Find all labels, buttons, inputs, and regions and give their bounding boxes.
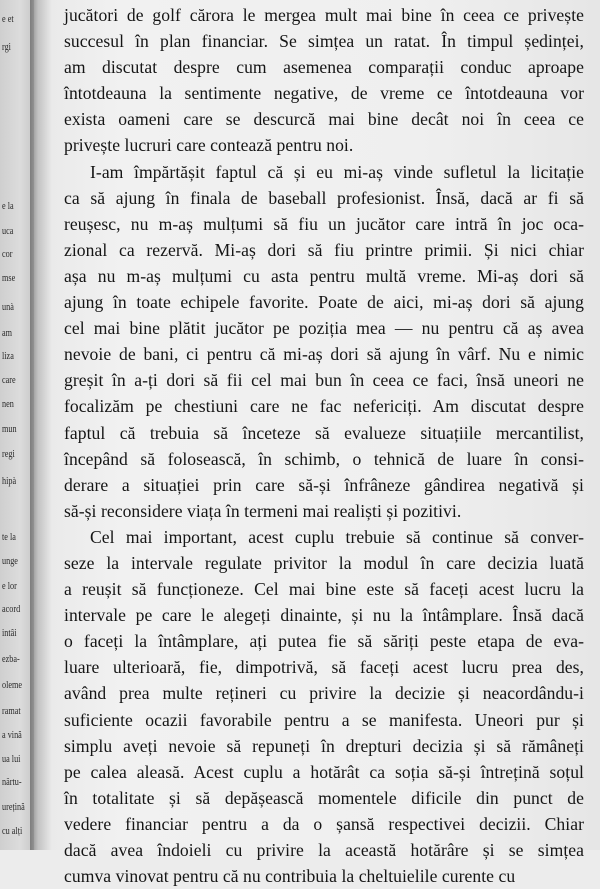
facing-page-fragment: cor bbox=[2, 249, 13, 260]
text-line: succesul în plan financiar. Se simțea un ratat. În timpul ședinței, bbox=[64, 31, 584, 52]
facing-page-fragment: ramat bbox=[2, 706, 21, 717]
facing-page-fragment: rgi bbox=[2, 42, 11, 53]
text-line: luare ulterioară, fie, dimpotrivă, să faceți acest lucru prea des, bbox=[64, 657, 584, 678]
text-line: cel mai bine plătit jucător pe poziția mea — nu pentru că aș avea bbox=[64, 318, 584, 339]
text-line: întotdeauna la sentimente negative, de vreme ce întotdeauna vor bbox=[64, 83, 584, 104]
facing-page-edge bbox=[0, 0, 34, 850]
facing-page-fragment: cu alți bbox=[2, 826, 23, 837]
text-line: zional ca rezervă. Mi-aș dori să fiu printre primii. Și nici chiar bbox=[64, 239, 584, 260]
text-line: nevoie de bani, ci pentru că mi-aș dori să ajung în vârf. Nu e nimic bbox=[64, 344, 584, 365]
text-line: privește lucruri care contează pentru noi. bbox=[64, 135, 354, 156]
facing-page-fragment: urețină bbox=[2, 802, 25, 813]
facing-page-fragment: närtu- bbox=[2, 777, 22, 788]
text-line: Cel mai important, acest cuplu trebuie să continue să conver- bbox=[90, 526, 584, 547]
text-line: începând să folosească, în schimb, o tehnică de luare în consi- bbox=[64, 448, 584, 469]
text-line: exista oameni care se descurcă mai bine decât noi în ceea ce bbox=[64, 109, 584, 130]
facing-page-fragment: mse bbox=[2, 273, 16, 284]
facing-page-fragment: e lor bbox=[2, 581, 17, 592]
facing-page-fragment: am bbox=[2, 328, 13, 339]
facing-page-fragment: hipà bbox=[2, 476, 17, 487]
text-line: reușesc, nu m-aș mulțumi să fiu un jucător care intră în joc oca- bbox=[64, 213, 584, 234]
paragraph bbox=[64, 524, 584, 889]
text-line: seze la intervale regulate privitor la modul în care decizia luată bbox=[64, 552, 584, 573]
facing-page-fragment: mun bbox=[2, 424, 17, 435]
facing-page-fragment: oleme bbox=[2, 680, 23, 691]
text-line: a reușit să funcționeze. Cel mai bine este să faceți acest lucru la bbox=[64, 579, 584, 600]
facing-page-fragment: unà bbox=[2, 302, 14, 313]
facing-page-fragment: liza bbox=[2, 351, 14, 362]
text-line: simplu aveți nevoie să repuneți în drepturi decizia și să rămâneți bbox=[64, 735, 584, 756]
facing-page-fragment: care bbox=[2, 375, 16, 386]
text-line: să-și reconsidere viața în termeni mai realiști și pozitivi. bbox=[64, 500, 462, 521]
text-line: o faceți la întâmplare, ați putea fie să săriți peste etapa de eva- bbox=[64, 631, 584, 652]
text-line: în totalitate și să depășească momentele dificile din punct de bbox=[64, 787, 584, 808]
text-line: având prea multe rețineri cu privire la decizie și neacordându-i bbox=[64, 683, 584, 704]
text-line: suficiente ocazii favorabile pentru a se manifesta. Uneori pur și bbox=[64, 709, 584, 730]
text-line: greșit în a-ți dori să fii cel mai bun în ceea ce faci, însă uneori ne bbox=[64, 370, 584, 391]
facing-page-fragment: regi bbox=[2, 449, 15, 460]
facing-page-fragment: e et bbox=[2, 14, 14, 25]
facing-page-fragment: e la bbox=[2, 201, 14, 212]
text-line: pe calea aleasă. Acest cuplu a hotărât ca soția să-și întrețină soțul bbox=[64, 761, 584, 782]
text-line: jucători de golf cărora le mergea mult mai bine în ceea ce privește bbox=[64, 5, 584, 25]
facing-page-fragment: nen bbox=[2, 399, 14, 410]
text-line: cumva vinovat pentru că nu contribuia la cheltuielile curente cu bbox=[64, 866, 516, 887]
text-line: focalizăm pe chestiuni care ne fac nefericiți. Am discutat despre bbox=[64, 396, 584, 417]
text-line: am discutat despre cum asemenea comparații conduc aproape bbox=[64, 57, 584, 78]
paragraph bbox=[64, 159, 584, 524]
text-line: derare a situației prin care să-și înfrâneze gândirea negativă și bbox=[64, 474, 584, 495]
text-line: vedere financiar pentru a da o șansă respectivei decizii. Chiar bbox=[64, 813, 584, 834]
text-line: I-am împărtășit faptul că și eu mi-aș vinde sufletul la licitație bbox=[90, 161, 584, 182]
facing-page-fragment: a vină bbox=[2, 730, 22, 741]
text-line: ca să ajung în finala de baseball profesionist. Însă, dacă ar fi să bbox=[64, 187, 584, 208]
facing-page-fragment: unge bbox=[2, 556, 18, 567]
facing-page-fragment: ua lui bbox=[2, 754, 21, 765]
book-gutter-shadow bbox=[30, 0, 52, 850]
page-body-text bbox=[64, 2, 584, 889]
facing-page-fragment: ezba- bbox=[2, 654, 20, 665]
facing-page-fragment: acord bbox=[2, 604, 21, 615]
text-line: ajung în toate echipele favorite. Poate de aici, mi-aș dori să ajung bbox=[64, 292, 584, 313]
text-line: dacă avea îndoieli cu privire la această hotărâre și se simțea bbox=[64, 840, 584, 860]
text-line: așa nu m-aș mulțumi cu asta pentru multă vreme. Mi-aș dori să bbox=[64, 265, 584, 286]
facing-page-fragment: uca bbox=[2, 226, 14, 237]
facing-page-fragment: intâi bbox=[2, 628, 17, 639]
text-line: faptul că trebuia să înceteze să evalueze situațiile mercantilist, bbox=[64, 422, 584, 443]
paragraph bbox=[64, 2, 584, 159]
text-line: intervale pe care le alegeți dinainte, și nu la întâmplare. Însă dacă bbox=[64, 605, 584, 626]
facing-page-fragment: te la bbox=[2, 532, 16, 543]
